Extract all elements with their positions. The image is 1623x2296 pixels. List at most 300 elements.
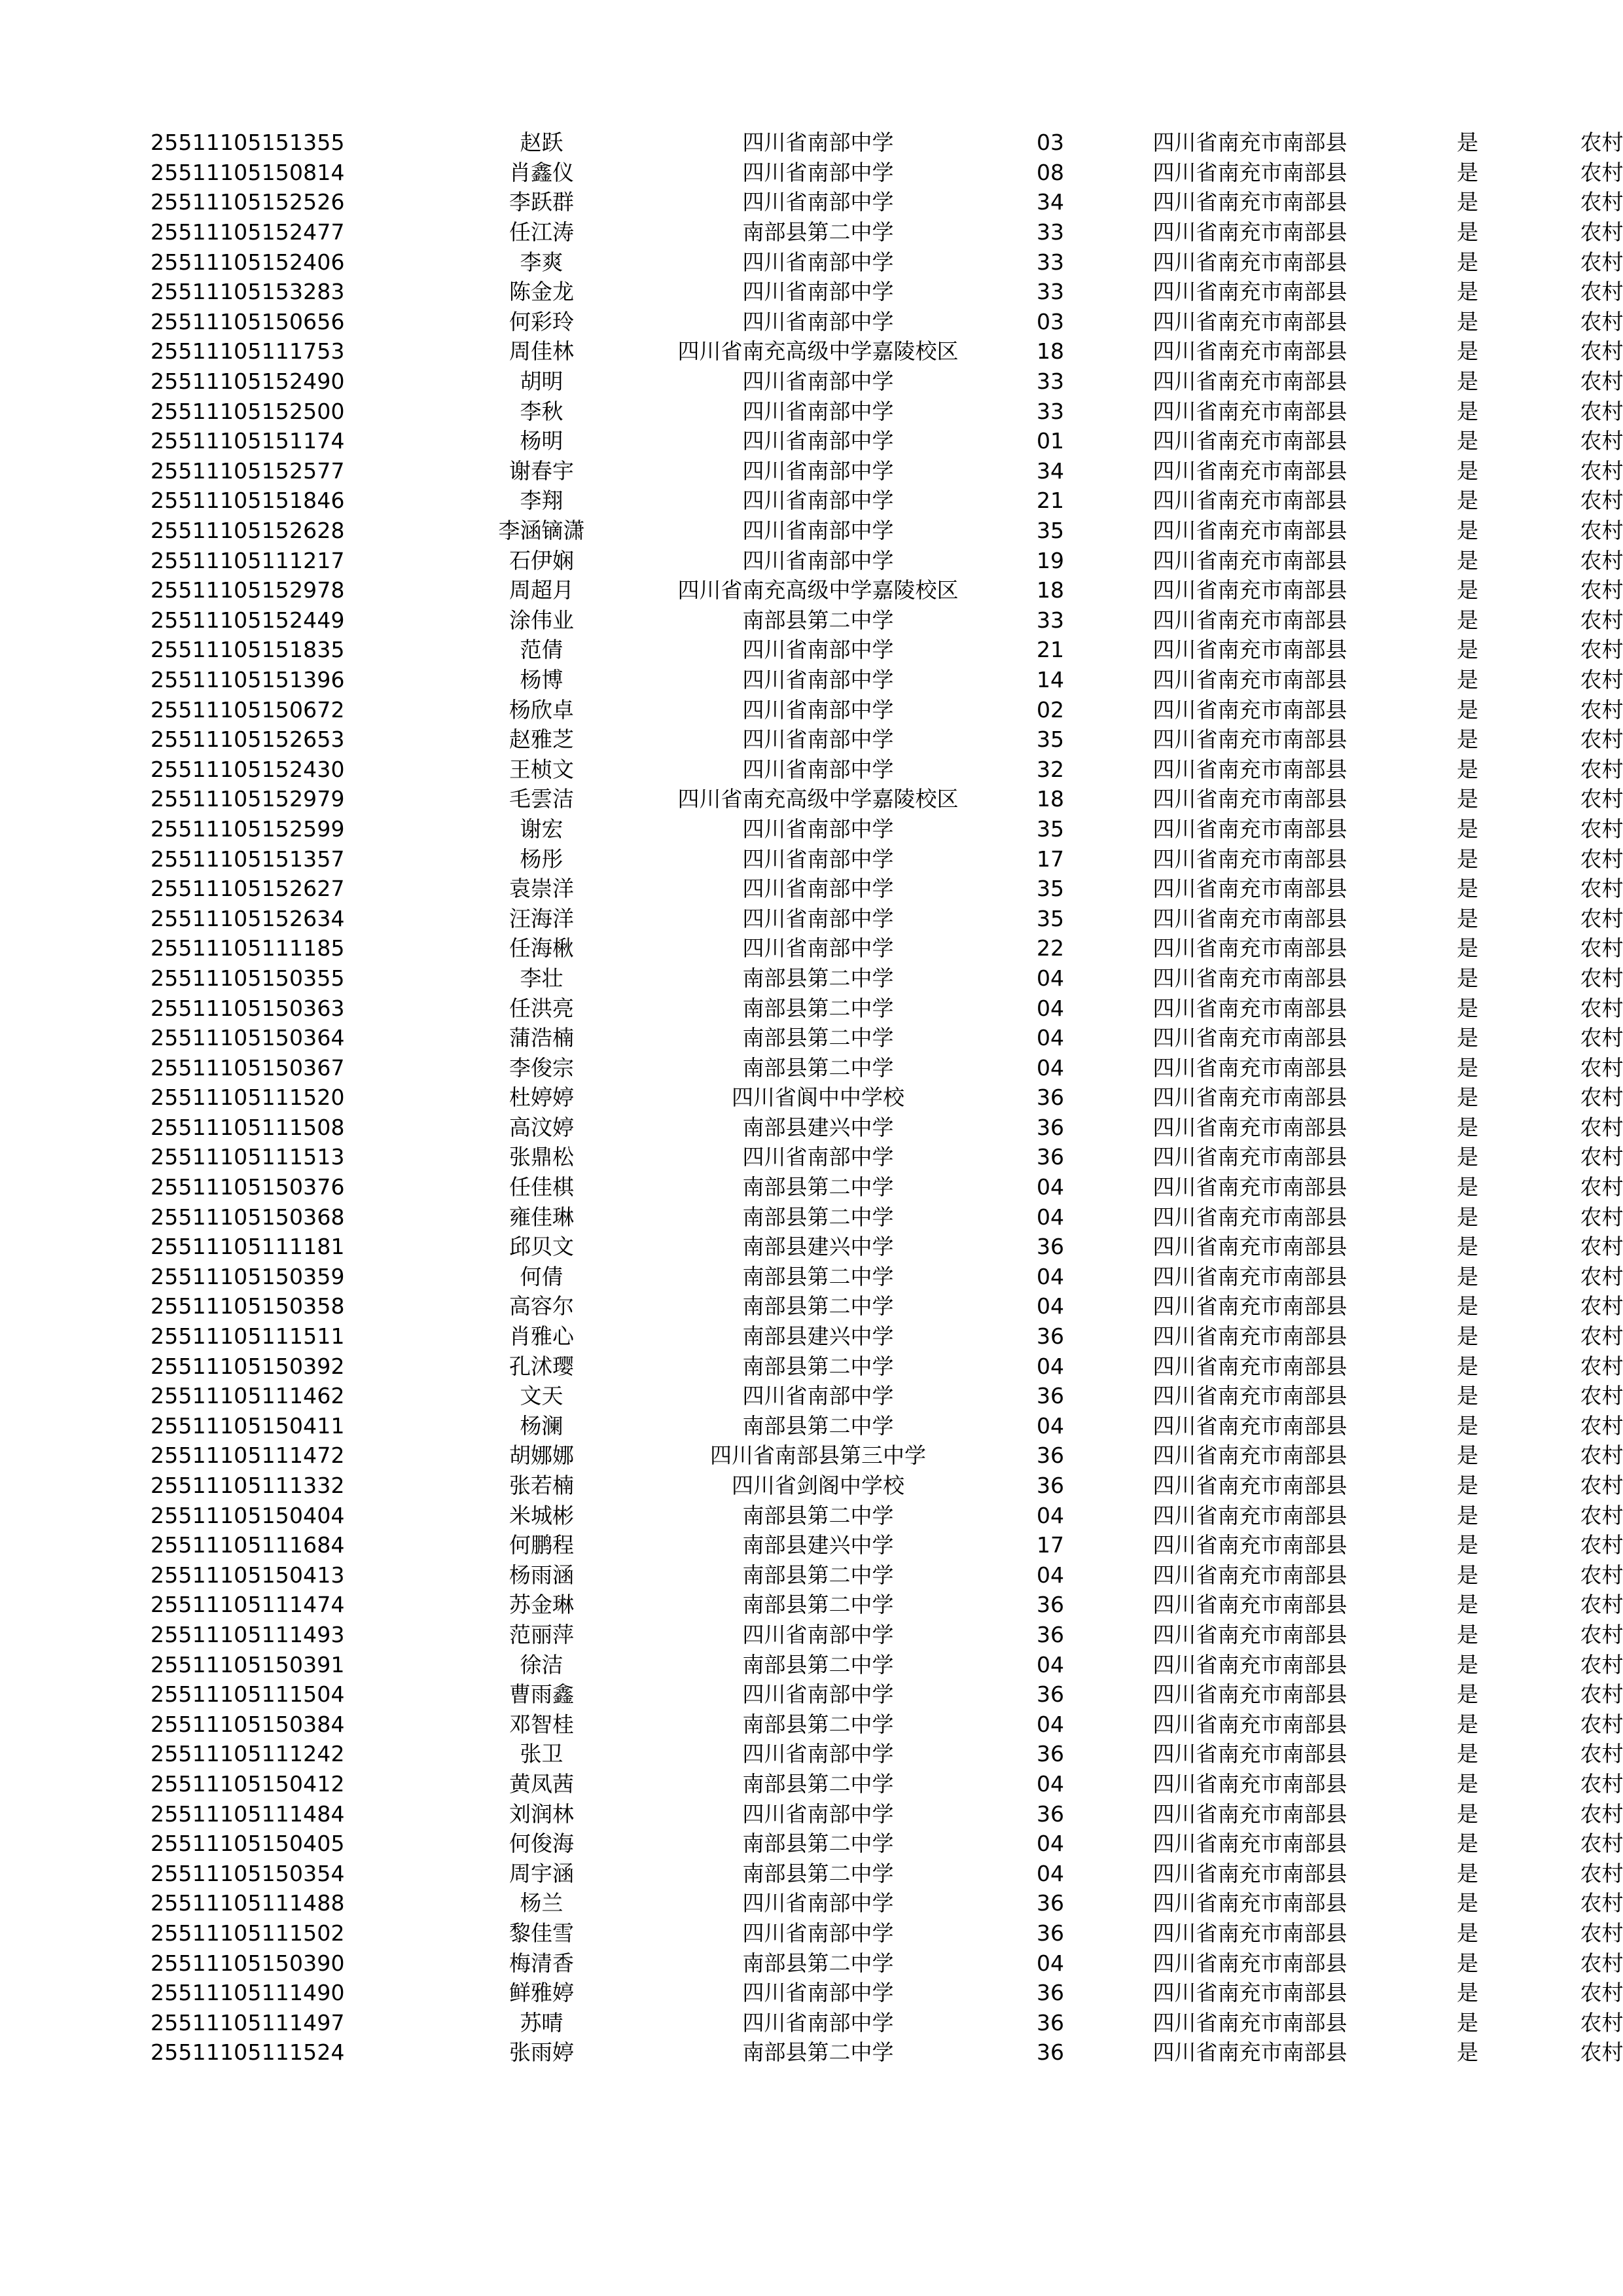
cell-household-type: 农村 (1580, 1204, 1623, 1230)
cell-exam-id: 25511105150368 (151, 1204, 345, 1230)
cell-school: 南部县第二中学 (742, 1353, 894, 1379)
table-row (151, 933, 1623, 963)
cell-name: 鲜雅婷 (509, 1980, 574, 2006)
cell-school: 南部县第二中学 (742, 1174, 894, 1200)
table-row (151, 486, 1623, 516)
cell-region: 四川省南充市南部县 (1152, 1562, 1347, 1588)
cell-school: 四川省南部中学 (742, 1383, 894, 1409)
cell-name: 杨欣卓 (509, 696, 574, 723)
cell-household-type: 农村 (1580, 1473, 1623, 1499)
cell-flag: 是 (1457, 1174, 1478, 1200)
cell-exam-id: 25511105150390 (151, 1950, 345, 1976)
table-row (151, 1321, 1623, 1352)
cell-household-type: 农村 (1580, 2009, 1623, 2036)
cell-exam-id: 25511105111242 (151, 1741, 345, 1767)
cell-exam-id: 25511105111513 (151, 1144, 345, 1170)
cell-household-type: 农村 (1580, 696, 1623, 723)
cell-flag: 是 (1457, 1502, 1478, 1528)
table-row (151, 1948, 1623, 1978)
table-row (151, 396, 1623, 426)
cell-household-type: 农村 (1580, 1741, 1623, 1767)
cell-name: 邓智桂 (509, 1711, 574, 1737)
table-row (151, 128, 1623, 158)
table-row (151, 2007, 1623, 2037)
cell-region: 四川省南充市南部县 (1152, 1592, 1347, 1618)
table-body (151, 128, 1623, 2068)
cell-school: 四川省南部中学 (742, 130, 894, 156)
cell-name: 杜婷婷 (509, 1085, 574, 1111)
cell-code: 36 (1037, 1980, 1064, 2006)
cell-household-type: 农村 (1580, 1592, 1623, 1618)
cell-name: 苏金琳 (509, 1592, 574, 1618)
cell-school: 四川省南部中学 (742, 488, 894, 514)
cell-region: 四川省南充市南部县 (1152, 368, 1347, 395)
cell-code: 17 (1037, 846, 1064, 872)
cell-exam-id: 25511105152490 (151, 368, 345, 395)
cell-name: 米城彬 (509, 1502, 574, 1528)
cell-region: 四川省南充市南部县 (1152, 1532, 1347, 1558)
cell-exam-id: 25511105111493 (151, 1621, 345, 1647)
cell-household-type: 农村 (1580, 1920, 1623, 1946)
table-row (151, 1978, 1623, 2008)
cell-code: 04 (1037, 1412, 1064, 1439)
cell-code: 04 (1037, 1293, 1064, 1319)
cell-household-type: 农村 (1580, 1502, 1623, 1528)
cell-household-type: 农村 (1580, 159, 1623, 185)
cell-exam-id: 25511105152978 (151, 577, 345, 603)
table-row (151, 635, 1623, 665)
cell-flag: 是 (1457, 1353, 1478, 1379)
cell-code: 14 (1037, 666, 1064, 692)
cell-region: 四川省南充市南部县 (1152, 1950, 1347, 1976)
table-row (151, 1471, 1623, 1501)
cell-school: 南部县第二中学 (742, 1025, 894, 1051)
cell-region: 四川省南充市南部县 (1152, 279, 1347, 305)
cell-school: 南部县第二中学 (742, 1770, 894, 1797)
cell-household-type: 农村 (1580, 219, 1623, 245)
cell-flag: 是 (1457, 1770, 1478, 1797)
cell-code: 36 (1037, 2009, 1064, 2036)
cell-school: 南部县建兴中学 (742, 1532, 894, 1558)
cell-region: 四川省南充市南部县 (1152, 1890, 1347, 1916)
table-row (151, 367, 1623, 397)
table-row (151, 1172, 1623, 1202)
cell-region: 四川省南充市南部县 (1152, 577, 1347, 603)
cell-household-type: 农村 (1580, 1532, 1623, 1558)
cell-school: 四川省南部中学 (742, 189, 894, 215)
table-row (151, 187, 1623, 217)
cell-exam-id: 25511105152599 (151, 816, 345, 842)
cell-exam-id: 25511105150656 (151, 308, 345, 334)
cell-school: 四川省南部中学 (742, 637, 894, 663)
cell-code: 36 (1037, 1234, 1064, 1260)
cell-code: 04 (1037, 1950, 1064, 1976)
cell-region: 四川省南充市南部县 (1152, 1502, 1347, 1528)
cell-code: 32 (1037, 756, 1064, 782)
cell-exam-id: 25511105151835 (151, 637, 345, 663)
cell-code: 03 (1037, 308, 1064, 334)
cell-code: 34 (1037, 457, 1064, 484)
cell-region: 四川省南充市南部县 (1152, 488, 1347, 514)
table-row (151, 754, 1623, 784)
cell-code: 33 (1037, 249, 1064, 275)
cell-flag: 是 (1457, 726, 1478, 753)
cell-region: 四川省南充市南部县 (1152, 1681, 1347, 1708)
cell-region: 四川省南充市南部县 (1152, 816, 1347, 842)
cell-school: 南部县第二中学 (742, 1831, 894, 1857)
cell-exam-id: 25511105152526 (151, 189, 345, 215)
cell-code: 17 (1037, 1532, 1064, 1558)
cell-code: 33 (1037, 219, 1064, 245)
cell-flag: 是 (1457, 219, 1478, 245)
table-row (151, 874, 1623, 904)
cell-code: 04 (1037, 1860, 1064, 1886)
cell-school: 南部县第二中学 (742, 1054, 894, 1081)
cell-region: 四川省南充市南部县 (1152, 1234, 1347, 1260)
cell-code: 36 (1037, 1681, 1064, 1708)
cell-exam-id: 25511105150412 (151, 1770, 345, 1797)
cell-name: 胡娜娜 (509, 1443, 574, 1469)
table-row (151, 336, 1623, 367)
cell-school: 四川省南部中学 (742, 1144, 894, 1170)
cell-code: 36 (1037, 1473, 1064, 1499)
cell-school: 四川省南充高级中学嘉陵校区 (677, 577, 959, 603)
cell-exam-id: 25511105150355 (151, 965, 345, 991)
cell-name: 李俊宗 (509, 1054, 574, 1081)
cell-flag: 是 (1457, 1144, 1478, 1170)
cell-name: 杨澜 (520, 1412, 563, 1439)
cell-school: 南部县第二中学 (742, 1562, 894, 1588)
cell-flag: 是 (1457, 1592, 1478, 1618)
table-row (151, 1679, 1623, 1710)
cell-region: 四川省南充市南部县 (1152, 726, 1347, 753)
table-row (151, 903, 1623, 933)
table-row (151, 844, 1623, 874)
cell-name: 杨博 (520, 666, 563, 692)
table-row (151, 1291, 1623, 1321)
cell-flag: 是 (1457, 1025, 1478, 1051)
cell-name: 何俊海 (509, 1831, 574, 1857)
cell-school: 南部县第二中学 (742, 1412, 894, 1439)
table-row (151, 1083, 1623, 1113)
cell-name: 范丽萍 (509, 1621, 574, 1647)
cell-school: 南部县建兴中学 (742, 1114, 894, 1140)
cell-household-type: 农村 (1580, 726, 1623, 753)
cell-name: 文天 (520, 1383, 563, 1409)
cell-school: 四川省阆中中学校 (732, 1085, 904, 1111)
cell-household-type: 农村 (1580, 338, 1623, 365)
cell-flag: 是 (1457, 488, 1478, 514)
cell-flag: 是 (1457, 1532, 1478, 1558)
cell-name: 邱贝文 (509, 1234, 574, 1260)
cell-flag: 是 (1457, 1651, 1478, 1677)
cell-region: 四川省南充市南部县 (1152, 1085, 1347, 1111)
cell-exam-id: 25511105152628 (151, 518, 345, 544)
cell-code: 36 (1037, 1144, 1064, 1170)
cell-exam-id: 25511105150359 (151, 1263, 345, 1289)
table-row (151, 1351, 1623, 1381)
cell-exam-id: 25511105150392 (151, 1353, 345, 1379)
cell-name: 杨彤 (520, 846, 563, 872)
cell-exam-id: 25511105152477 (151, 219, 345, 245)
table-row (151, 575, 1623, 605)
cell-flag: 是 (1457, 816, 1478, 842)
cell-name: 谢春宇 (509, 457, 574, 484)
cell-name: 张若楠 (509, 1473, 574, 1499)
cell-school: 南部县第二中学 (742, 1263, 894, 1289)
cell-school: 南部县第二中学 (742, 1592, 894, 1618)
cell-exam-id: 25511105152627 (151, 876, 345, 902)
cell-exam-id: 25511105150358 (151, 1293, 345, 1319)
cell-code: 18 (1037, 338, 1064, 365)
cell-household-type: 农村 (1580, 905, 1623, 931)
table-row (151, 1500, 1623, 1530)
cell-region: 四川省南充市南部县 (1152, 547, 1347, 573)
cell-region: 四川省南充市南部县 (1152, 1353, 1347, 1379)
cell-name: 周超月 (509, 577, 574, 603)
cell-region: 四川省南充市南部县 (1152, 159, 1347, 185)
cell-code: 36 (1037, 1801, 1064, 1827)
cell-exam-id: 25511105150354 (151, 1860, 345, 1886)
cell-exam-id: 25511105152653 (151, 726, 345, 753)
cell-region: 四川省南充市南部县 (1152, 1144, 1347, 1170)
cell-name: 涂伟业 (509, 607, 574, 633)
cell-school: 四川省南部中学 (742, 159, 894, 185)
cell-household-type: 农村 (1580, 1770, 1623, 1797)
cell-household-type: 农村 (1580, 1263, 1623, 1289)
cell-school: 四川省南部中学 (742, 756, 894, 782)
cell-household-type: 农村 (1580, 1801, 1623, 1827)
cell-household-type: 农村 (1580, 846, 1623, 872)
table-row (151, 605, 1623, 636)
cell-school: 南部县第二中学 (742, 2039, 894, 2066)
cell-flag: 是 (1457, 876, 1478, 902)
cell-code: 33 (1037, 607, 1064, 633)
cell-household-type: 农村 (1580, 607, 1623, 633)
cell-region: 四川省南充市南部县 (1152, 1412, 1347, 1439)
cell-school: 四川省南部中学 (742, 666, 894, 692)
cell-code: 22 (1037, 935, 1064, 961)
cell-name: 高容尔 (509, 1293, 574, 1319)
cell-name: 张雨婷 (509, 2039, 574, 2066)
table-row (151, 217, 1623, 247)
cell-flag: 是 (1457, 159, 1478, 185)
cell-region: 四川省南充市南部县 (1152, 308, 1347, 334)
cell-name: 杨兰 (520, 1890, 563, 1916)
cell-region: 四川省南充市南部县 (1152, 1831, 1347, 1857)
cell-region: 四川省南充市南部县 (1152, 189, 1347, 215)
cell-code: 04 (1037, 1353, 1064, 1379)
cell-flag: 是 (1457, 1443, 1478, 1469)
cell-exam-id: 25511105153283 (151, 279, 345, 305)
cell-household-type: 农村 (1580, 637, 1623, 663)
cell-region: 四川省南充市南部县 (1152, 756, 1347, 782)
cell-code: 36 (1037, 1114, 1064, 1140)
cell-household-type: 农村 (1580, 1831, 1623, 1857)
cell-region: 四川省南充市南部县 (1152, 1860, 1347, 1886)
cell-region: 四川省南充市南部县 (1152, 696, 1347, 723)
cell-flag: 是 (1457, 1054, 1478, 1081)
cell-household-type: 农村 (1580, 1621, 1623, 1647)
cell-exam-id: 25511105152634 (151, 905, 345, 931)
cell-flag: 是 (1457, 935, 1478, 961)
cell-name: 周宇涵 (509, 1860, 574, 1886)
cell-region: 四川省南充市南部县 (1152, 1711, 1347, 1737)
cell-region: 四川省南充市南部县 (1152, 2009, 1347, 2036)
cell-code: 36 (1037, 1323, 1064, 1350)
cell-household-type: 农村 (1580, 279, 1623, 305)
cell-exam-id: 25511105111684 (151, 1532, 345, 1558)
cell-school: 南部县第二中学 (742, 607, 894, 633)
cell-exam-id: 25511105111508 (151, 1114, 345, 1140)
cell-school: 四川省南部中学 (742, 547, 894, 573)
cell-household-type: 农村 (1580, 1353, 1623, 1379)
cell-school: 南部县第二中学 (742, 219, 894, 245)
cell-region: 四川省南充市南部县 (1152, 1263, 1347, 1289)
cell-school: 四川省南部中学 (742, 368, 894, 395)
cell-flag: 是 (1457, 130, 1478, 156)
cell-school: 南部县建兴中学 (742, 1234, 894, 1260)
cell-name: 孔沭璎 (509, 1353, 574, 1379)
cell-code: 02 (1037, 696, 1064, 723)
cell-flag: 是 (1457, 1741, 1478, 1767)
cell-region: 四川省南充市南部县 (1152, 995, 1347, 1021)
table-row (151, 963, 1623, 994)
cell-household-type: 农村 (1580, 965, 1623, 991)
table-row (151, 1411, 1623, 1441)
cell-name: 赵跃 (520, 130, 563, 156)
cell-exam-id: 25511105111217 (151, 547, 345, 573)
cell-household-type: 农村 (1580, 995, 1623, 1021)
cell-region: 四川省南充市南部县 (1152, 637, 1347, 663)
table-row (151, 1739, 1623, 1769)
cell-flag: 是 (1457, 428, 1478, 454)
cell-flag: 是 (1457, 249, 1478, 275)
cell-name: 任佳棋 (509, 1174, 574, 1200)
cell-household-type: 农村 (1580, 547, 1623, 573)
cell-household-type: 农村 (1580, 368, 1623, 395)
cell-region: 四川省南充市南部县 (1152, 965, 1347, 991)
cell-flag: 是 (1457, 1711, 1478, 1737)
cell-exam-id: 25511105111524 (151, 2039, 345, 2066)
cell-school: 四川省南部中学 (742, 457, 894, 484)
cell-code: 36 (1037, 1920, 1064, 1946)
cell-school: 四川省南部中学 (742, 1920, 894, 1946)
cell-household-type: 农村 (1580, 1293, 1623, 1319)
table-row (151, 1769, 1623, 1799)
cell-household-type: 农村 (1580, 1085, 1623, 1111)
cell-name: 肖鑫仪 (509, 159, 574, 185)
table-row (151, 1202, 1623, 1232)
cell-exam-id: 25511105111462 (151, 1383, 345, 1409)
table-row (151, 1381, 1623, 1411)
table-row (151, 1709, 1623, 1739)
cell-flag: 是 (1457, 2009, 1478, 2036)
cell-household-type: 农村 (1580, 130, 1623, 156)
cell-code: 04 (1037, 1054, 1064, 1081)
cell-flag: 是 (1457, 1085, 1478, 1111)
cell-household-type: 农村 (1580, 1950, 1623, 1976)
cell-code: 04 (1037, 1711, 1064, 1737)
cell-name: 任洪亮 (509, 995, 574, 1021)
cell-name: 谢宏 (520, 816, 563, 842)
table-row (151, 1530, 1623, 1560)
table-row (151, 1142, 1623, 1172)
cell-school: 南部县第二中学 (742, 1293, 894, 1319)
cell-school: 四川省南部中学 (742, 846, 894, 872)
cell-exam-id: 25511105150384 (151, 1711, 345, 1737)
cell-household-type: 农村 (1580, 308, 1623, 334)
cell-code: 33 (1037, 368, 1064, 395)
cell-name: 张卫 (520, 1741, 563, 1767)
cell-code: 36 (1037, 1890, 1064, 1916)
cell-code: 04 (1037, 1770, 1064, 1797)
cell-exam-id: 25511105111753 (151, 338, 345, 365)
cell-household-type: 农村 (1580, 1174, 1623, 1200)
table-row (151, 1560, 1623, 1590)
cell-school: 四川省南部中学 (742, 935, 894, 961)
cell-household-type: 农村 (1580, 1234, 1623, 1260)
cell-exam-id: 25511105150672 (151, 696, 345, 723)
table-row (151, 456, 1623, 486)
cell-name: 黄凤茜 (509, 1770, 574, 1797)
table-row (151, 1262, 1623, 1292)
cell-name: 蒲浩楠 (509, 1025, 574, 1051)
cell-flag: 是 (1457, 577, 1478, 603)
cell-household-type: 农村 (1580, 1860, 1623, 1886)
cell-household-type: 农村 (1580, 488, 1623, 514)
cell-school: 四川省南部中学 (742, 308, 894, 334)
cell-region: 四川省南充市南部县 (1152, 846, 1347, 872)
cell-household-type: 农村 (1580, 1054, 1623, 1081)
cell-code: 04 (1037, 1204, 1064, 1230)
table-row (151, 247, 1623, 277)
table-row (151, 1441, 1623, 1471)
cell-household-type: 农村 (1580, 816, 1623, 842)
cell-school: 四川省南部中学 (742, 249, 894, 275)
table-row (151, 158, 1623, 188)
cell-exam-id: 25511105150367 (151, 1054, 345, 1081)
table-row (151, 665, 1623, 695)
cell-flag: 是 (1457, 547, 1478, 573)
candidate-roster-table (151, 128, 1623, 2068)
table-row (151, 426, 1623, 456)
cell-exam-id: 25511105152577 (151, 457, 345, 484)
cell-name: 杨雨涵 (509, 1562, 574, 1588)
cell-name: 周佳林 (509, 338, 574, 365)
cell-flag: 是 (1457, 1263, 1478, 1289)
cell-code: 36 (1037, 2039, 1064, 2066)
cell-code: 34 (1037, 189, 1064, 215)
cell-flag: 是 (1457, 1920, 1478, 1946)
cell-exam-id: 25511105152500 (151, 398, 345, 424)
cell-flag: 是 (1457, 368, 1478, 395)
cell-exam-id: 25511105150413 (151, 1562, 345, 1588)
cell-name: 袁崇洋 (509, 876, 574, 902)
cell-flag: 是 (1457, 1950, 1478, 1976)
cell-flag: 是 (1457, 1860, 1478, 1886)
cell-name: 任江涛 (509, 219, 574, 245)
cell-region: 四川省南充市南部县 (1152, 398, 1347, 424)
cell-household-type: 农村 (1580, 1562, 1623, 1588)
cell-region: 四川省南充市南部县 (1152, 1770, 1347, 1797)
cell-household-type: 农村 (1580, 1383, 1623, 1409)
cell-region: 四川省南充市南部县 (1152, 935, 1347, 961)
cell-region: 四川省南充市南部县 (1152, 607, 1347, 633)
cell-code: 04 (1037, 1263, 1064, 1289)
cell-region: 四川省南充市南部县 (1152, 1801, 1347, 1827)
cell-flag: 是 (1457, 279, 1478, 305)
